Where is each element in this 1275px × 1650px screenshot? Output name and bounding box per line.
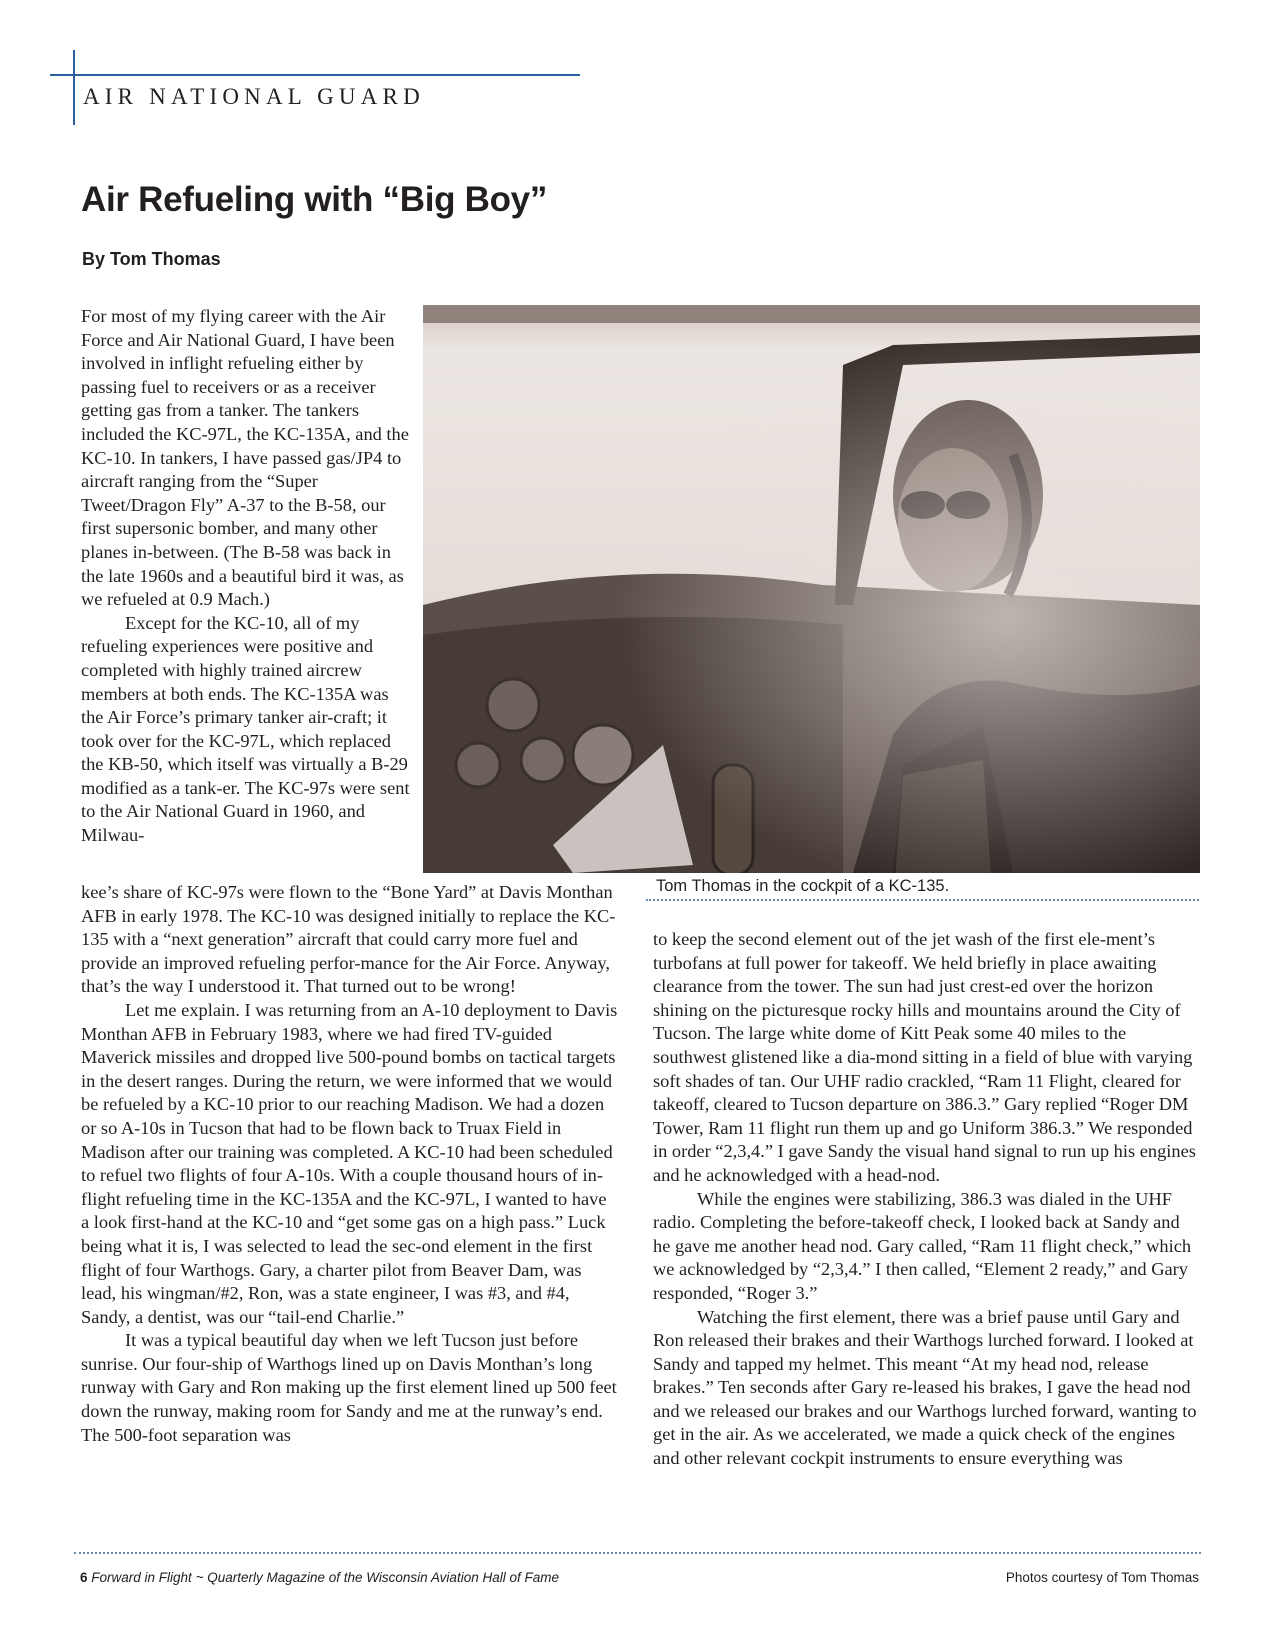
page-number: 6 xyxy=(80,1570,88,1585)
paragraph: For most of my flying career with the Air Force and Air National Guard, I have been involved in inflight refueling either by passing fuel to receivers or as a receiver getting gas from a tanker. The tankers included the KC-97L, the KC-135A, and the KC-10. In tankers, I have passed gas/JP4 to aircraft ranging from the “Super Tweet/Dragon Fly” A-37 to the B-58, our first supersonic bomber, and many other planes in-between. (The B-58 was back in the late 1960s and a beautiful bird it was, as we refueled at 0.9 Mach.) xyxy=(81,306,409,610)
paragraph: to keep the second element out of the jet wash of the first ele-ment’s turbofans at full power for takeoff. We held briefly in place awaiting clearance from the tower. The sun had just crest-ed over the horizon shining on the picturesque rocky hills and mountains around the City of Tucson. The large white dome of Kitt Peak some 40 miles to the southwest glistened like a dia-mond sitting in a field of blue with varying soft shades of tan. Our UHF radio crackled, “Ram 11 Flight, cleared for takeoff, cleared to Tucson departure on 386.3.” Gary replied “Roger DM Tower, Ram 11 flight run them up and go Uniform 386.3.” We responded in order “2,3,4.” I gave Sandy the visual hand signal to run up his engines and he acknowledged with a head-nod. xyxy=(653,929,1196,1185)
narrow-column xyxy=(81,305,411,848)
footer-publication xyxy=(80,1570,559,1585)
paragraph: While the engines were stabilizing, 386.3 was dialed in the UHF radio. Completing the before-takeoff check, I looked back at Sandy and he gave me another head nod. Gary called, “Ram 11 flight check,” which we acknowledged by “2,3,4.” I then called, “Element 2 ready,” and Gary responded, “Roger 3.” xyxy=(653,1188,1192,1303)
footer-dotted-rule xyxy=(74,1552,1201,1554)
paragraph: Let me explain. I was returning from an A-10 deployment to Davis Monthan AFB in February 1983, where we had fired TV-guided Maverick missiles and dropped live 500-pound bombs on tactical targets in the desert ranges. During the return, we were informed that we would be refueled by a KC-10 prior to our reaching Madison. We had a dozen or so A-10s in Tucson that had to be flown back to Truax Field in Madison after our training was completed. A KC-10 had been scheduled to refuel two flights of four A-10s. With a couple thousand hours of in-flight refueling time in the KC-135A and the KC-97L, I wanted to have a look first-hand at the KC-10 and “get some gas on a high pass.” Luck being what it is, I was selected to lead the sec-ond element in the first flight of four Warthogs. Gary, a charter pilot from Beaver Dam, was lead, his wingman/#2, Ron, was a state engineer, I was #3, and #4, Sandy, a dentist, was our “tail-end Charlie.” xyxy=(81,999,618,1327)
pilot-photo-image xyxy=(423,305,1200,873)
publication-name: Forward in Flight ~ Quarterly Magazine of the Wisconsin Aviation Hall of Fame xyxy=(91,1570,559,1585)
paragraph: kee’s share of KC-97s were flown to the “Bone Yard” at Davis Monthan AFB in early 1978. The KC-10 was designed initially to replace the KC-135 with a “next generation” aircraft that could carry more fuel and provide an improved refueling perfor-mance for the Air Force. Anyway, that’s the way I understood it. That turned out to be wrong! xyxy=(81,882,616,997)
left-column xyxy=(81,881,619,1447)
paragraph: Watching the first element, there was a brief pause until Gary and Ron released their brakes and their Warthogs lurched forward. I looked at Sandy and tapped my helmet. This meant “At my head nod, release brakes.” Ten seconds after Gary re-leased his brakes, I gave the head nod and we released our brakes and our Warthogs lurched forward, wanting to get in the air. As we accelerated, we made a quick check of the engines and other relevant cockpit instruments to ensure everything was xyxy=(653,1306,1197,1469)
paragraph: It was a typical beautiful day when we left Tucson just before sunrise. Our four-ship of Warthogs lined up on Davis Monthan’s long runway with Gary and Ron making up the first element lined up 500 feet down the runway, making room for Sandy and me at the runway’s end. The 500-foot separation was xyxy=(81,1330,617,1445)
right-column xyxy=(653,928,1198,1471)
article-byline: By Tom Thomas xyxy=(82,249,221,269)
paragraph: Except for the KC-10, all of my refueling experiences were positive and completed with highly trained aircrew members at both ends. The KC-135A was the Air Force’s primary tanker air-craft; it took over for the KC-97L, which replaced the KB-50, which itself was virtually a B-29 modified as a tank-er. The KC-97s were sent to the Air National Guard in 1960, and Milwau- xyxy=(81,612,410,846)
header-horizontal-rule xyxy=(50,74,580,76)
article-title: Air Refueling with “Big Boy” xyxy=(81,180,548,219)
section-label: AIR NATIONAL GUARD xyxy=(83,84,425,109)
caption-dotted-rule xyxy=(646,899,1199,901)
photo-caption: Tom Thomas in the cockpit of a KC-135. xyxy=(656,877,950,895)
cockpit-photo xyxy=(423,305,1200,873)
header-vertical-rule xyxy=(73,50,75,125)
photo-credit: Photos courtesy of Tom Thomas xyxy=(1005,1570,1199,1585)
